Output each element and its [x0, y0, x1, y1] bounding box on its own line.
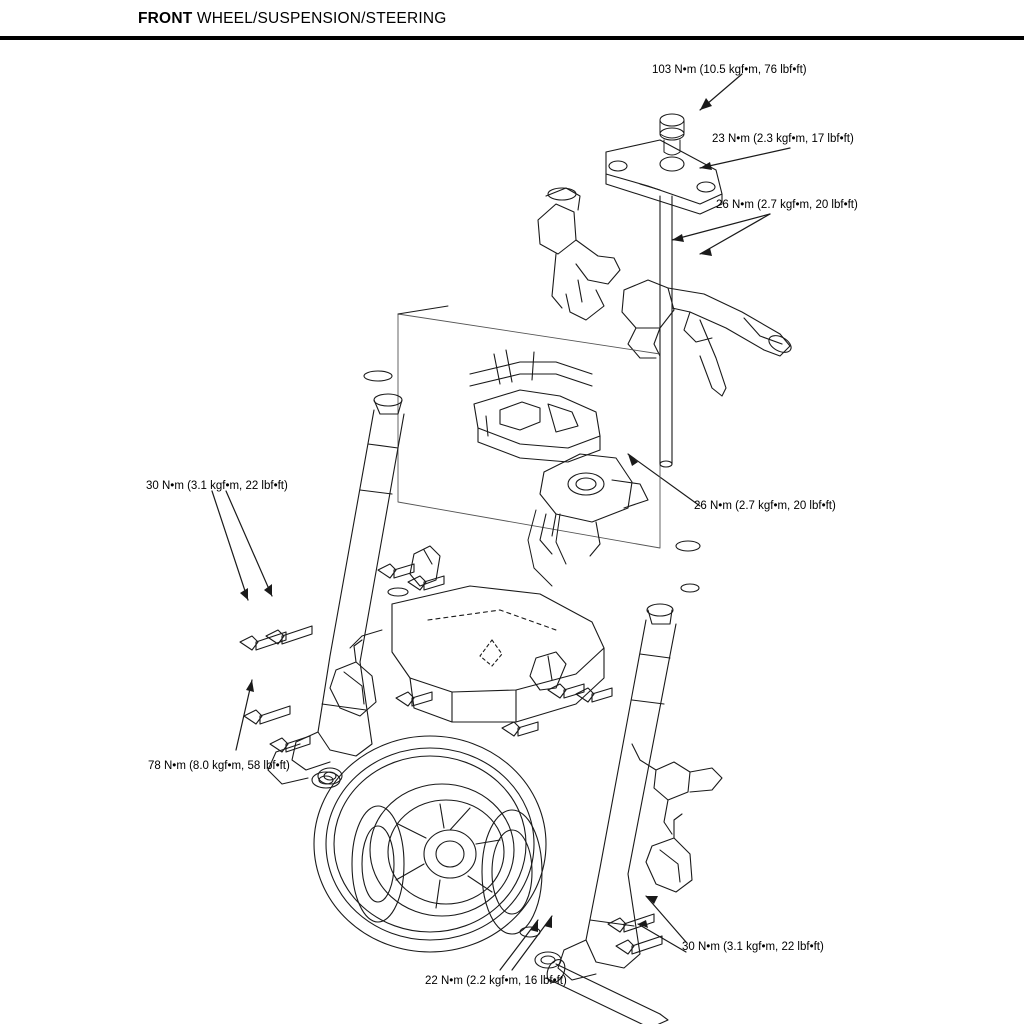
brake-hose-part: [350, 510, 566, 648]
wheel-speed-sensor-part: [632, 744, 722, 834]
callout-torque-22: 22 N•m (2.2 kgf•m, 16 lbf•ft): [425, 975, 567, 987]
front-fender-part: [392, 586, 604, 722]
callout-torque-30-right: 30 N•m (3.1 kgf•m, 22 lbf•ft): [682, 941, 824, 953]
callout-torque-23: 23 N•m (2.3 kgf•m, 17 lbf•ft): [712, 133, 854, 145]
callout-torque-26-lower: 26 N•m (2.7 kgf•m, 20 lbf•ft): [694, 500, 836, 512]
front-axle-part: [544, 957, 668, 1024]
fender-stay-part: [410, 546, 566, 690]
right-handlebar-assembly-part: [622, 280, 794, 396]
pinch-bolt-right-group: [608, 914, 662, 954]
right-fork-leg-part: [535, 541, 700, 980]
handlebar-part: [470, 350, 592, 386]
reference-box: [398, 306, 660, 548]
left-fork-leg-part: [268, 371, 404, 784]
callout-torque-78: 78 N•m (8.0 kgf•m, 58 lbf•ft): [148, 760, 290, 772]
header-rule: [0, 36, 1024, 40]
page-title-rest: WHEEL/SUSPENSION/STEERING: [192, 10, 447, 27]
page-header: [0, 0, 1024, 44]
callout-torque-103: 103 N•m (10.5 kgf•m, 76 lbf•ft): [652, 64, 807, 76]
page-title: [138, 10, 447, 28]
exploded-diagram-svg: [0, 44, 1024, 1024]
callout-torque-26-upper: 26 N•m (2.7 kgf•m, 20 lbf•ft): [716, 199, 858, 211]
steering-stem-part: [660, 196, 672, 467]
front-wheel-part: [314, 736, 546, 952]
collar-washer-group: [388, 584, 699, 937]
exploded-diagram: [0, 44, 1024, 1024]
page-title-bold: FRONT: [138, 10, 193, 27]
handlebar-holder-bracket-part: [474, 390, 600, 462]
callout-torque-30-left: 30 N•m (3.1 kgf•m, 22 lbf•ft): [146, 480, 288, 492]
steering-stem-nut-part: [660, 114, 684, 155]
right-brake-caliper-part: [646, 814, 692, 892]
front-brake-master-cylinder-part: [538, 188, 620, 320]
left-brake-caliper-part: [330, 640, 376, 716]
